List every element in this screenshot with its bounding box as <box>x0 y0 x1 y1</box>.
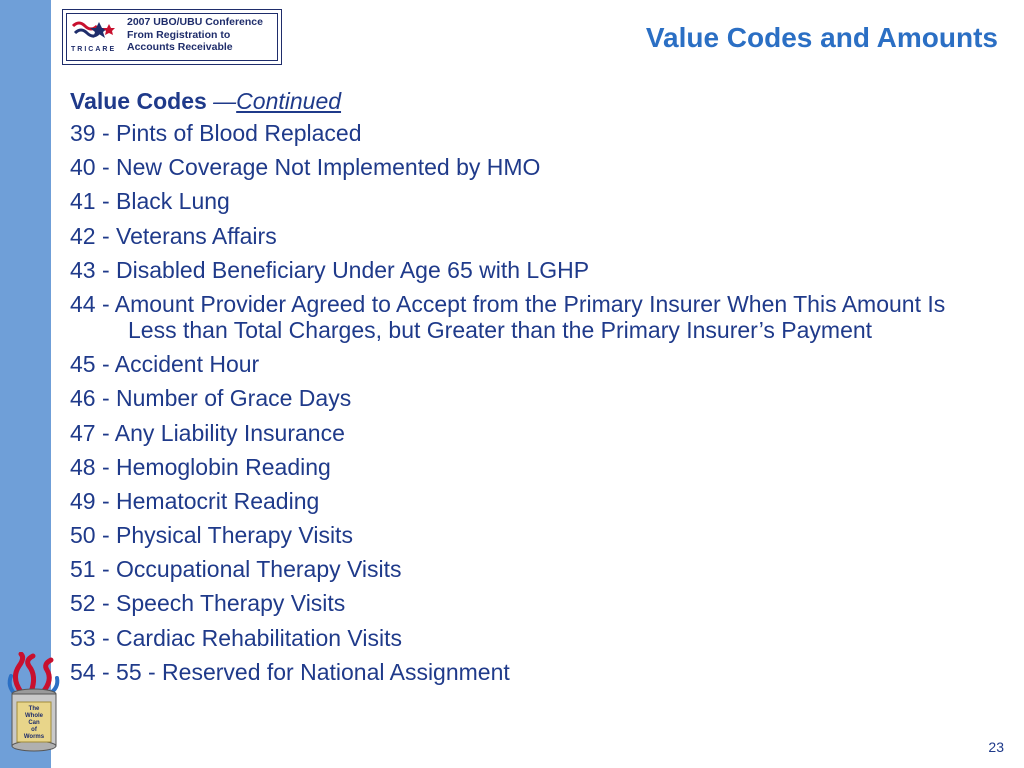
section-heading <box>70 88 1000 114</box>
list-item: 53 - Cardiac Rehabilitation Visits <box>70 624 402 651</box>
tricare-logo-icon <box>69 16 123 56</box>
list-item: 52 - Speech Therapy Visits <box>70 590 346 617</box>
heading-bold: Value Codes <box>70 88 207 114</box>
list-item: 54 - 55 - Reserved for National Assignment <box>70 658 510 685</box>
list-item: 42 - Veterans Affairs <box>70 222 277 249</box>
logo-line-2: From Registration to <box>127 28 231 41</box>
list-item: 47 - Any Liability Insurance <box>70 419 345 446</box>
mascot-label-2: Whole <box>25 713 43 719</box>
tricare-wordmark: TRICARE <box>71 46 117 53</box>
list-item: 43 - Disabled Beneficiary Under Age 65 with LGHP <box>70 256 590 283</box>
list-item: 48 - Hemoglobin Reading <box>70 453 331 480</box>
list-item: 50 - Physical Therapy Visits <box>70 522 353 549</box>
page-number: 23 <box>988 739 1004 755</box>
logo-text <box>127 16 263 54</box>
mascot-label-1: The <box>28 706 40 712</box>
heading-dash: — <box>206 88 237 114</box>
mascot-label-3: Can <box>28 720 40 726</box>
list-item: 46 - Number of Grace Days <box>70 385 352 412</box>
conference-logo <box>62 9 282 65</box>
list-item: 39 - Pints of Blood Replaced <box>70 120 362 146</box>
list-item: 41 - Black Lung <box>70 188 230 215</box>
mascot-label-4: of <box>31 727 37 733</box>
list-item: 44 - Amount Provider Agreed to Accept from the Primary Insurer When This Amount Is Less than Total Charges, but Greater than the Primary Insurer’s Payment <box>70 290 946 343</box>
value-code-list <box>70 120 1000 685</box>
heading-continued: Continued <box>236 88 342 114</box>
list-item: 49 - Hematocrit Reading <box>70 487 320 514</box>
list-item: 40 - New Coverage Not Implemented by HMO <box>70 154 541 181</box>
logo-line-3: Accounts Receivable <box>127 41 233 53</box>
logo-line-1: 2007 UBO/UBU Conference <box>127 16 263 28</box>
mascot-label-5: Worms <box>23 734 45 740</box>
list-item: 51 - Occupational Therapy Visits <box>70 556 402 583</box>
slide-body <box>70 88 1000 693</box>
slide-title: Value Codes and Amounts <box>645 22 998 53</box>
list-item: 45 - Accident Hour <box>70 351 260 378</box>
can-of-worms-icon <box>3 652 65 754</box>
